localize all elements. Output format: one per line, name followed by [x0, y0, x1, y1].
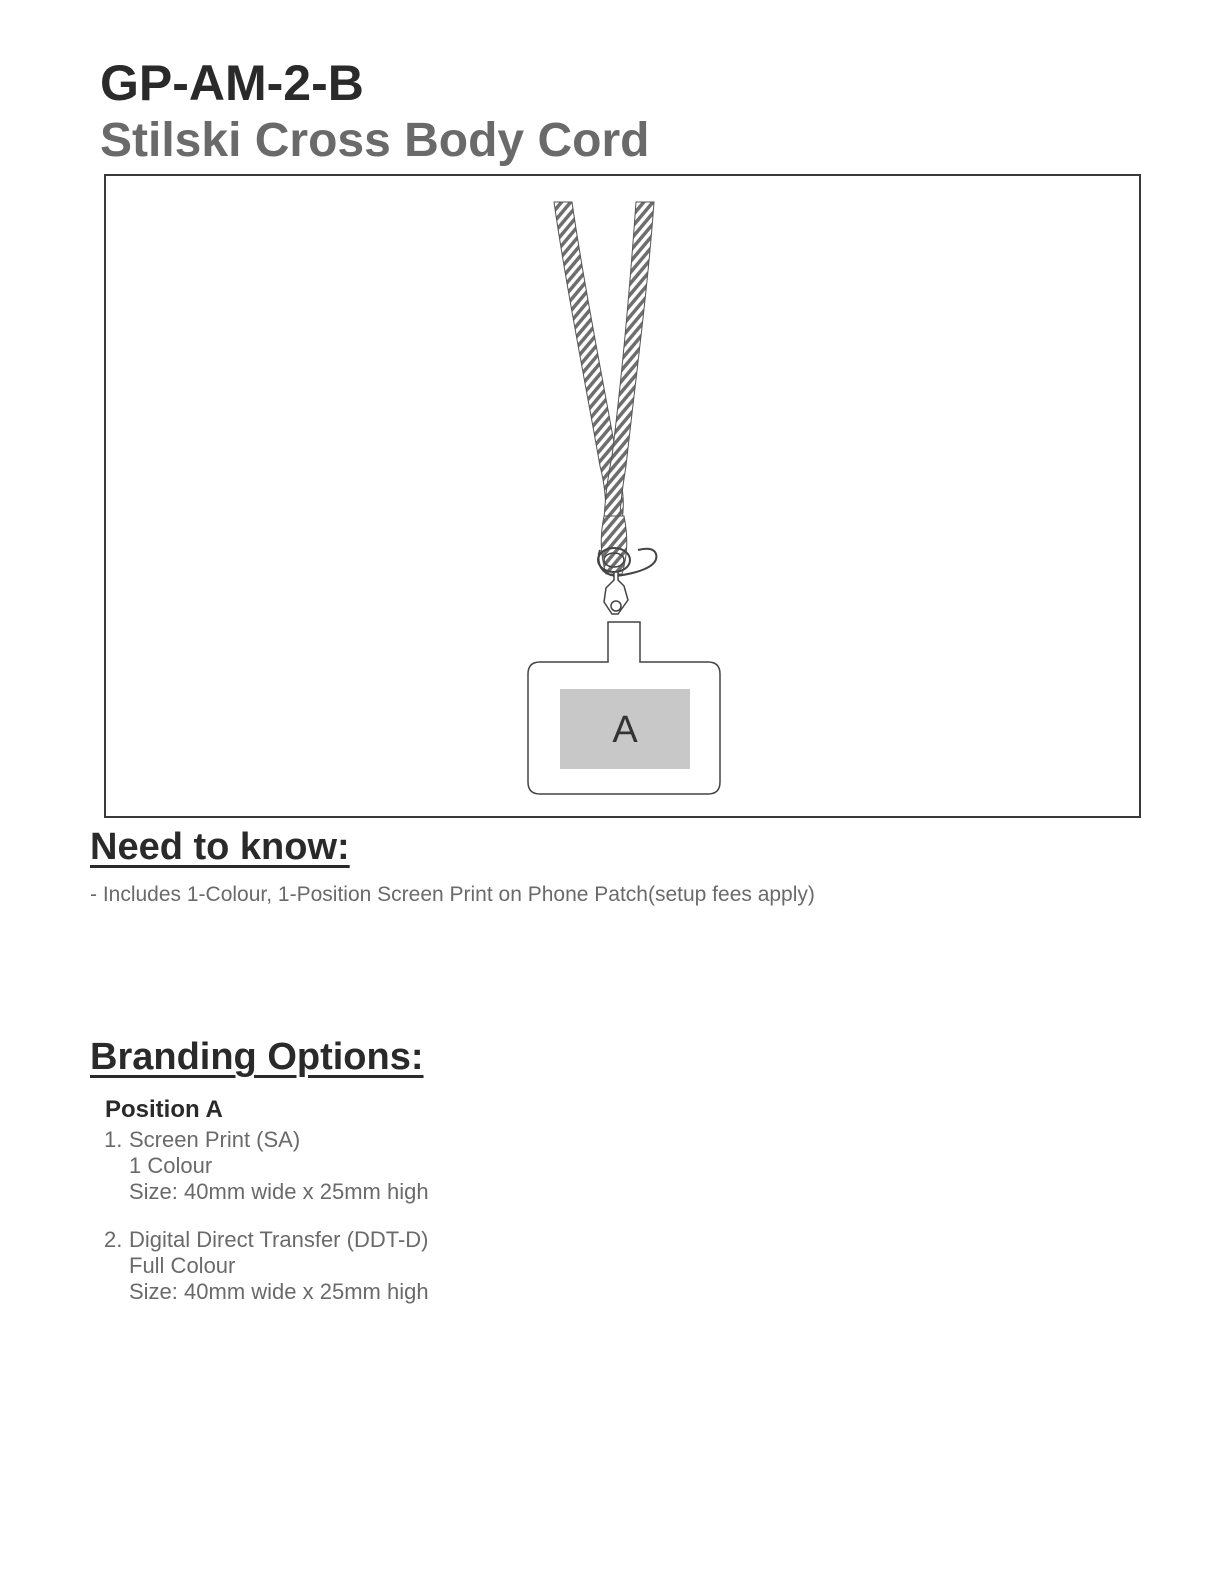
lanyard-illustration	[106, 176, 1143, 820]
position-title: Position A	[105, 1096, 223, 1123]
cord-right-strand	[604, 202, 654, 521]
option-number: 1.	[104, 1127, 123, 1152]
branding-options-heading: Branding Options:	[90, 1036, 424, 1078]
option-method: Screen Print (SA)	[129, 1127, 301, 1152]
need-to-know-item: - Includes 1-Colour, 1-Position Screen Print on Phone Patch(setup fees apply)	[90, 883, 815, 906]
cord-joined	[601, 516, 627, 574]
swivel-hook	[604, 572, 628, 614]
option-method: Digital Direct Transfer (DDT-D)	[129, 1227, 429, 1252]
option-colour: Full Colour	[129, 1253, 236, 1278]
option-number: 2.	[104, 1227, 123, 1252]
option-size: Size: 40mm wide x 25mm high	[129, 1279, 429, 1304]
print-area-label: A	[612, 709, 638, 751]
option-colour: 1 Colour	[129, 1153, 213, 1178]
branding-option	[104, 1127, 429, 1205]
product-illustration-frame	[104, 174, 1141, 818]
branding-option	[104, 1227, 429, 1305]
need-to-know-heading: Need to know:	[90, 826, 350, 868]
option-size: Size: 40mm wide x 25mm high	[129, 1179, 429, 1204]
product-code: GP-AM-2-B	[100, 55, 364, 111]
product-name: Stilski Cross Body Cord	[100, 114, 650, 167]
